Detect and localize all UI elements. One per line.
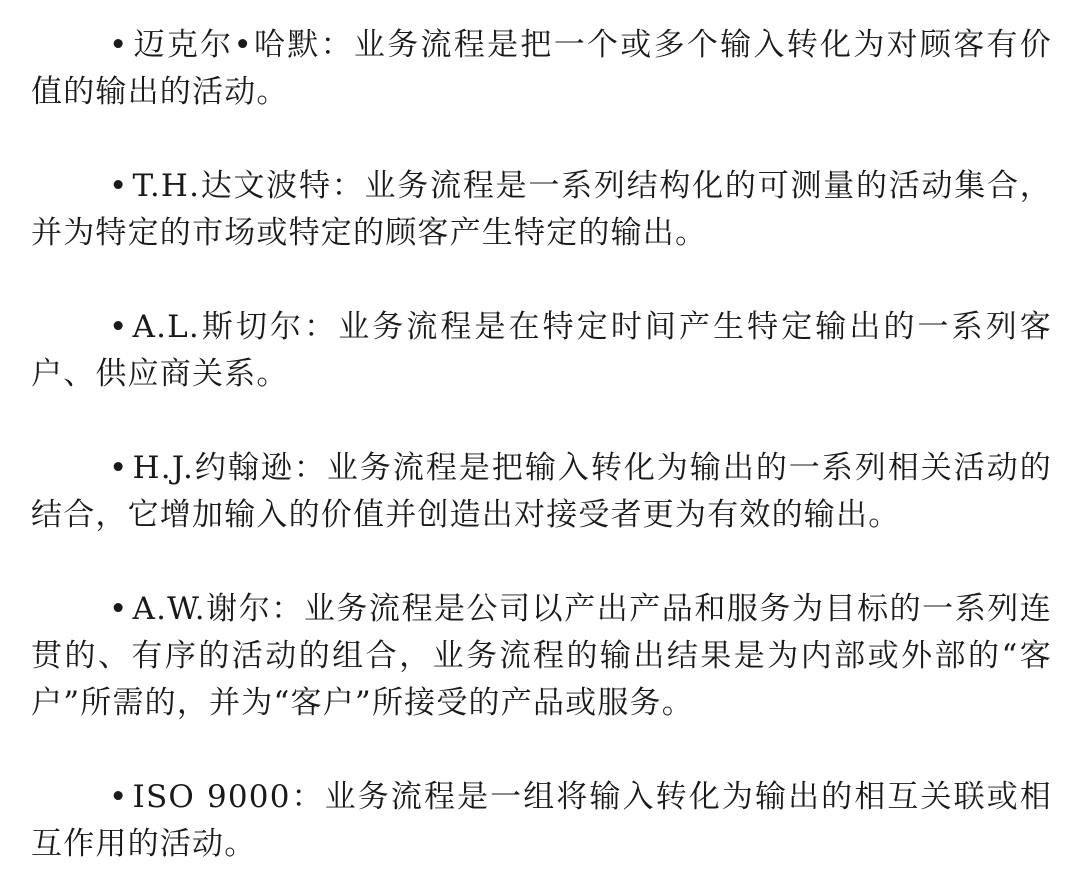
definition-paragraph-hammer xyxy=(31,22,1052,116)
definition-author: T.H.达文波特 xyxy=(132,168,332,204)
bullet-icon: • xyxy=(109,591,129,627)
definition-author: 迈克尔•哈默 xyxy=(132,27,321,63)
definition-paragraph-iso9000 xyxy=(31,774,1052,868)
bullet-icon: • xyxy=(109,450,129,486)
definition-text: ：业务流程是把一个或多个输入转化为对顾客有价值的输出的活动。 xyxy=(31,27,1052,110)
definition-text: ：业务流程是公司以产出产品和服务为目标的一系列连贯的、有序的活动的组合，业务流程的输出结果是为内部或外部的“客户”所需的，并为“客户”所接受的产品或服务。 xyxy=(31,591,1052,721)
bullet-icon: • xyxy=(109,168,129,204)
definition-text: ：业务流程是把输入转化为输出的一系列相关活动的结合，它增加输入的价值并创造出对接受者更为有效的输出。 xyxy=(31,450,1052,533)
bullet-icon: • xyxy=(109,779,129,815)
definition-author: ISO 9000 xyxy=(132,779,291,815)
definition-paragraph-johansson xyxy=(31,445,1052,539)
definitions-document xyxy=(31,22,1052,868)
definition-text: ：业务流程是一系列结构化的可测量的活动集合，并为特定的市场或特定的顾客产生特定的输出。 xyxy=(31,168,1052,251)
definition-text: ：业务流程是一组将输入转化为输出的相互关联或相互作用的活动。 xyxy=(31,779,1052,862)
definition-author: A.W.谢尔 xyxy=(132,591,272,627)
definition-paragraph-davenport xyxy=(31,163,1052,257)
definition-paragraph-scherr xyxy=(31,304,1052,398)
bullet-icon: • xyxy=(109,309,129,345)
definition-text: ：业务流程是在特定时间产生特定输出的一系列客户、供应商关系。 xyxy=(31,309,1052,392)
definition-author: H.J.约翰逊 xyxy=(132,450,294,486)
definition-paragraph-scheer xyxy=(31,586,1052,727)
definition-author: A.L.斯切尔 xyxy=(132,309,305,345)
bullet-icon: • xyxy=(109,27,129,63)
